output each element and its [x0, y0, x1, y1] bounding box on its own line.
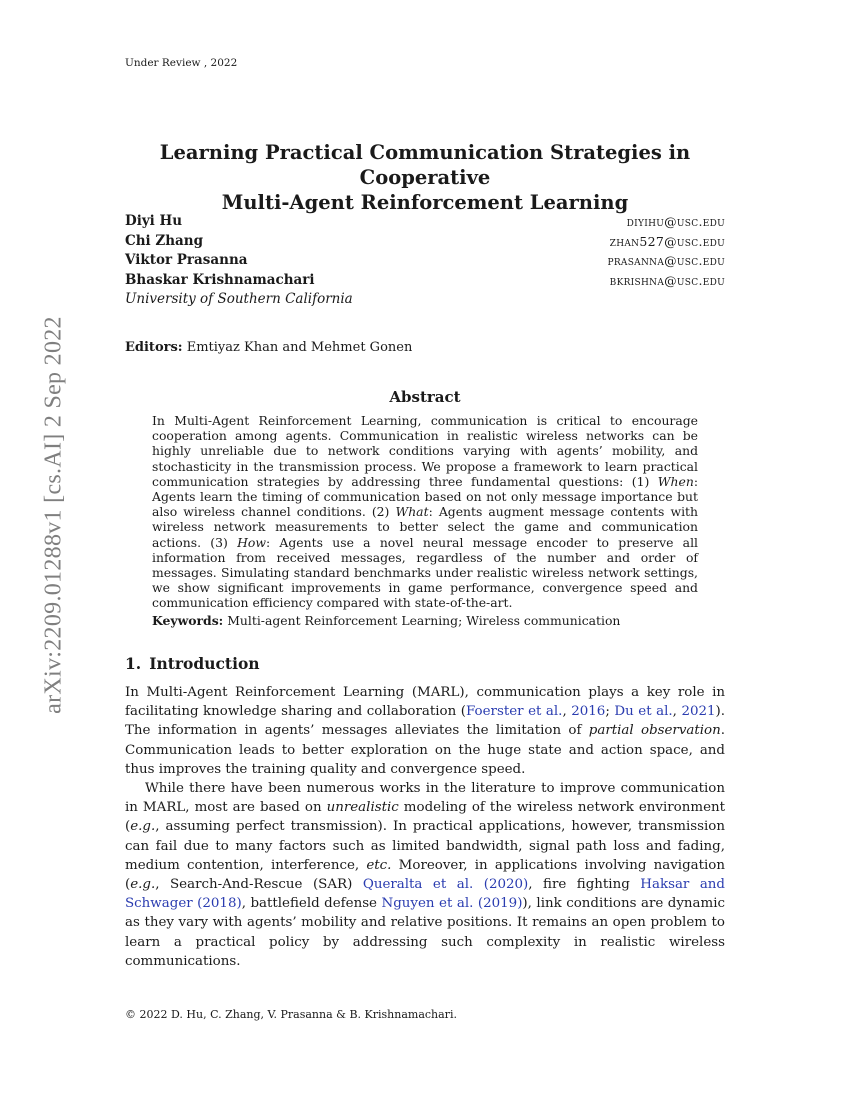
abstract-emphasis: How [237, 534, 266, 550]
title-line-1: Learning Practical Communication Strategies in Cooperative [159, 141, 691, 189]
paragraph-text: , Search-And-Rescue (SAR) [155, 877, 363, 893]
author-row [125, 212, 725, 232]
author-name: Bhaskar Krishnamachari [125, 271, 315, 288]
paragraph-text: , assuming perfect transmission). In practical applications, however, transmission can fail due to many factors such as limited bandwidth, signal path loss and fading, medium contention, interference, [125, 819, 725, 873]
paragraph-text: , [562, 704, 572, 720]
section-title: Introduction [149, 654, 260, 673]
paragraph-text: ). The information in agents’ messages alleviates the limitation of [125, 704, 726, 739]
paragraph-text: modeling of the wireless network environment ( [125, 800, 725, 835]
citation-link[interactable]: (2020) [483, 877, 529, 893]
paragraph-text: ), link conditions are dynamic as they vary with agents’ mobility and relative positions. It remains an open problem to learn a practical policy by addressing such complexity in realistic wireless communications. [125, 896, 726, 969]
author-email: diyihu@usc.edu [626, 214, 725, 229]
copyright-footer: © 2022 D. Hu, C. Zhang, V. Prasanna & B. Krishnamachari. [125, 1008, 457, 1021]
paragraph-text: ; [605, 704, 615, 720]
author-block [125, 212, 725, 310]
introduction-body [125, 683, 725, 971]
citation-link[interactable]: (2019) [477, 896, 523, 912]
paragraph-text: . Communication leads to better exploration on the huge state and action space, and thus improves the training quality and convergence speed. [125, 723, 725, 777]
citation-link[interactable]: (2018) [197, 896, 242, 912]
paragraph-text: , [672, 704, 682, 720]
paragraph-emphasis: e.g. [130, 877, 156, 893]
paragraph [125, 683, 725, 779]
author-email: zhan527@usc.edu [609, 233, 725, 249]
abstract-text: : Agents learn the timing of communication based on not only message importance but also wireless channel conditions. (2) [152, 473, 698, 520]
abstract-body [152, 413, 698, 611]
abstract-heading: Abstract [389, 388, 461, 406]
title-line-2: Multi-Agent Reinforcement Learning [221, 191, 629, 214]
citation-link[interactable]: Nguyen et al. [381, 896, 474, 912]
citation-link[interactable]: Du et al. [614, 704, 673, 720]
paragraph-text: Moreover, in applications involving navigation ( [125, 857, 725, 893]
author-row [125, 251, 725, 271]
editors-line [125, 340, 412, 355]
paragraph-text: While there have been numerous works in the literature to improve communication in MARL, most are based on [125, 781, 725, 816]
paragraph-emphasis: unrealistic [326, 800, 399, 816]
section-heading [125, 654, 260, 673]
section-number: 1. [125, 654, 142, 673]
keywords-label: Keywords: [152, 613, 224, 628]
keywords-text: Multi-agent Reinforcement Learning; Wireless communication [227, 613, 621, 628]
abstract-text: : Agents use a novel neural message encoder to preserve all information from received messages, regardless of the number and order of messages. Simulating standard benchmarks under realistic wireless network settings, we show significant improvements in game performance, convergence speed and communication efficiency compared with state-of-the-art. [152, 534, 698, 611]
affiliation: University of Southern California [125, 291, 353, 307]
running-head: Under Review , 2022 [125, 57, 238, 69]
editors-label: Editors: [125, 340, 183, 355]
author-row [125, 271, 725, 291]
keywords-line [152, 613, 698, 628]
paper-title [125, 140, 725, 215]
abstract-emphasis: What [395, 504, 429, 520]
arxiv-identifier: arXiv:2209.01288v1 [cs.AI] 2 Sep 2022 [40, 316, 67, 714]
abstract-text: : Agents augment message contents with wireless network measurements to better select the game and communication actions. (3) [152, 504, 698, 550]
author-name: Viktor Prasanna [125, 252, 248, 268]
paragraph-emphasis: e.g. [130, 819, 156, 835]
author-email: bkrishna@usc.edu [609, 272, 725, 288]
citation-link[interactable]: Foerster et al. [466, 704, 563, 720]
abstract-text: In Multi-Agent Reinforcement Learning, communication is critical to encourage cooperation among agents. Communication in realistic wireless networks can be highly unreliable due to network conditions varying with agents’ mobility, and stochasticity in the transmission process. We propose a framework to learn practical communication strategies by addressing three fundamental questions: (1) [152, 413, 698, 489]
paragraph-text: In Multi-Agent Reinforcement Learning (MARL), communication plays a key role in facilitating knowledge sharing and collaboration ( [125, 685, 725, 720]
author-name: Chi Zhang [125, 232, 204, 249]
paragraph [125, 779, 725, 971]
paragraph-text: , fire fighting [528, 877, 641, 893]
author-name: Diyi Hu [125, 213, 183, 229]
paragraph-emphasis: etc. [366, 857, 392, 873]
paragraph-text: , battlefield defense [241, 896, 382, 912]
citation-link[interactable]: Haksar and Schwager [125, 877, 726, 912]
editors-names: Emtiyaz Khan and Mehmet Gonen [186, 340, 413, 355]
abstract-emphasis: When [657, 473, 694, 489]
paragraph-emphasis: partial observation [588, 723, 721, 739]
citation-link[interactable]: 2016 [571, 704, 606, 720]
author-email: prasanna@usc.edu [607, 253, 725, 268]
author-row [125, 232, 725, 252]
citation-link[interactable]: Queralta et al. [362, 877, 474, 893]
citation-link[interactable]: 2021 [681, 704, 716, 720]
